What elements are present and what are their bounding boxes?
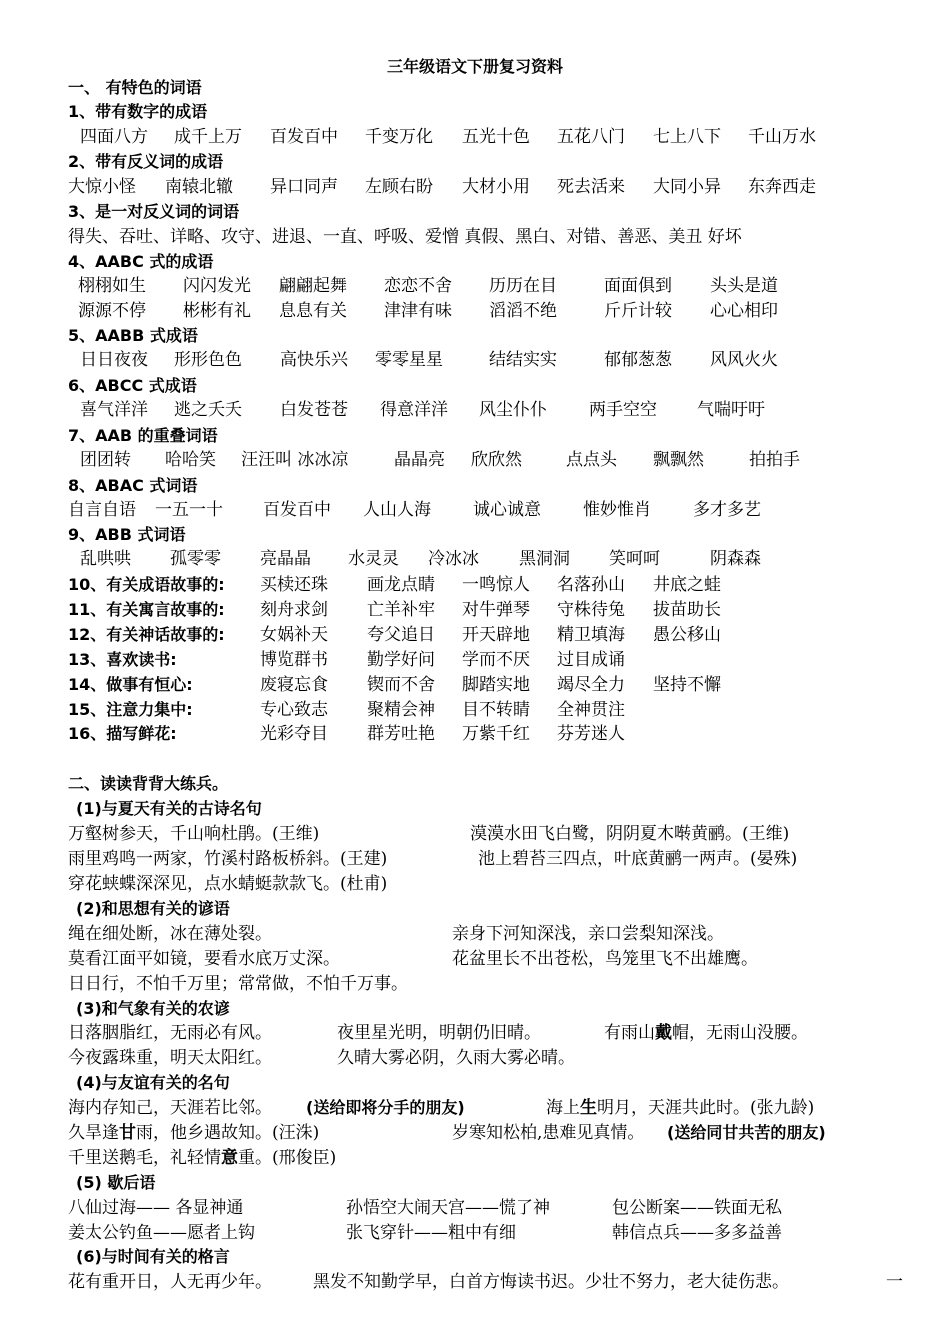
labeled-row	[68, 573, 910, 597]
text-segment: 八仙过海—— 各显神通	[68, 1198, 244, 1218]
word: 百发百中	[270, 127, 338, 147]
subheading-text: (5) 歇后语	[76, 1173, 156, 1192]
word: 喜气洋洋	[80, 400, 148, 420]
word: 人山人海	[363, 500, 431, 520]
word: 多才多艺	[693, 500, 761, 520]
word: 南辕北辙	[165, 177, 233, 197]
row-label: 10、有关成语故事的:	[68, 575, 225, 594]
text-segment: 穿花蛱蝶深深见，点水蜻蜓款款飞。(杜甫)	[68, 874, 388, 894]
subheading-text: (4)与友谊有关的名句	[76, 1073, 230, 1092]
word: 汪汪叫 冰冰凉	[241, 450, 349, 470]
group-heading	[68, 474, 910, 498]
word: 夸父追日	[367, 625, 435, 645]
verse-row	[68, 872, 910, 896]
text-segment: 明月，天涯共此时。(张九龄)	[597, 1098, 815, 1118]
word: 冷冰冰	[428, 549, 479, 569]
labeled-row	[68, 623, 910, 647]
word: 四面八方	[80, 127, 148, 147]
subheading	[68, 1071, 910, 1095]
word: 笑呵呵	[609, 549, 660, 569]
word: 成千上万	[174, 127, 242, 147]
group-heading	[68, 250, 910, 274]
group-heading-text: 3、是一对反义词的词语	[68, 202, 240, 221]
word-row	[68, 299, 910, 323]
labeled-row	[68, 698, 910, 722]
word: 气喘吁吁	[697, 400, 765, 420]
subheading-text: (6)与时间有关的格言	[76, 1247, 230, 1266]
verse-row	[68, 947, 910, 971]
subheading	[68, 1171, 910, 1195]
text-run	[546, 1096, 814, 1120]
text-segment: 孙悟空大闹天宫——慌了神	[346, 1198, 550, 1218]
text-run	[68, 1121, 319, 1145]
word: 拍拍手	[749, 450, 800, 470]
word: 学而不厌	[462, 650, 530, 670]
word-row	[68, 547, 910, 571]
verse-row	[68, 1146, 910, 1170]
word: 废寝忘食	[260, 675, 328, 695]
document-title: 三年级语文下册复习资料	[386, 57, 563, 76]
word: 翩翩起舞	[279, 276, 347, 296]
word: 面面俱到	[604, 276, 672, 296]
text-segment: 夜里星光明，明朝仍旧晴。	[337, 1023, 541, 1043]
subheading-text: (1)与夏天有关的古诗名句	[76, 799, 262, 818]
group-heading	[68, 100, 910, 124]
word: 左顾右盼	[365, 177, 433, 197]
word: 滔滔不绝	[489, 301, 557, 321]
note: (送给即将分手的朋友)	[306, 1098, 465, 1117]
word: 买椟还珠	[260, 575, 328, 595]
subheading	[68, 1245, 910, 1269]
word-row	[68, 398, 910, 422]
word: 欣欣然	[471, 450, 522, 470]
word: 孤零零	[170, 549, 221, 569]
word: 一鸣惊人	[462, 575, 530, 595]
text-segment: 池上碧苔三四点，叶底黄鹂一两声。(晏殊)	[478, 849, 798, 869]
text-run	[604, 1021, 808, 1045]
group-heading-text: 7、AAB 的重叠词语	[68, 426, 218, 445]
word: 水灵灵	[348, 549, 399, 569]
word: 闪闪发光	[183, 276, 251, 296]
verse-row	[68, 1196, 910, 1220]
row-label: 16、描写鲜花:	[68, 724, 177, 743]
group-heading	[68, 424, 910, 448]
word: 逃之夭夭	[174, 400, 242, 420]
word: 芬芳迷人	[557, 724, 625, 744]
text-segment: 帽，无雨山没腰。	[672, 1023, 808, 1043]
text-segment: 莫看江面平如镜，要看水底万丈深。	[68, 949, 340, 969]
word: 坚持不懈	[653, 675, 721, 695]
word: 阴森森	[710, 549, 761, 569]
text-segment: 今夜露珠重，明天太阳红。	[68, 1048, 272, 1068]
word-row	[68, 125, 910, 149]
subheading	[68, 997, 910, 1021]
word: 亡羊补牢	[367, 600, 435, 620]
word: 目不转睛	[462, 700, 530, 720]
word: 百发百中	[263, 500, 331, 520]
word: 千山万水	[748, 127, 816, 147]
emphasis-text: 意	[221, 1148, 238, 1168]
verse-row	[68, 822, 910, 846]
word: 心心相印	[710, 301, 778, 321]
word: 津津有味	[384, 301, 452, 321]
word: 守株待兔	[557, 600, 625, 620]
text-segment: 日落胭脂红，无雨必有风。	[68, 1023, 272, 1043]
word: 自言自语	[68, 500, 136, 520]
word: 死去活来	[557, 177, 625, 197]
emphasis-text: 生	[580, 1098, 597, 1118]
emphasis-text: 戴	[655, 1023, 672, 1043]
word: 万紫千红	[462, 724, 530, 744]
word: 精卫填海	[557, 625, 625, 645]
text-segment: 漠漠水田飞白鹭，阴阴夏木啭黄鹂。(王维)	[470, 824, 790, 844]
word: 七上八下	[653, 127, 721, 147]
text-segment: 重。(邢俊臣)	[238, 1148, 337, 1168]
word: 惟妙惟肖	[583, 500, 651, 520]
verse-row	[68, 1221, 910, 1245]
word-row	[68, 498, 910, 522]
verse-row	[68, 922, 910, 946]
emphasis-text: 甘	[119, 1123, 136, 1143]
text-segment: 姜太公钓鱼——愿者上钩	[68, 1223, 255, 1243]
word: 大惊小怪	[68, 177, 136, 197]
text-segment: 日日行，不怕千万里；常常做，不怕千万事。	[68, 974, 408, 994]
group-heading-text: 6、ABCC 式成语	[68, 376, 197, 395]
word: 诚心诚意	[473, 500, 541, 520]
word: 拔苗助长	[653, 600, 721, 620]
subheading-text: (2)和思想有关的谚语	[76, 899, 230, 918]
group-heading-text: 8、ABAC 式词语	[68, 476, 198, 495]
word: 零零星星	[375, 350, 443, 370]
text-segment: 亲身下河知深浅，亲口尝梨知深浅。	[452, 924, 724, 944]
word: 千变万化	[365, 127, 433, 147]
word: 大材小用	[462, 177, 530, 197]
subheading-text: (3)和气象有关的农谚	[76, 999, 230, 1018]
word: 专心致志	[260, 700, 328, 720]
word: 高快乐兴	[280, 350, 348, 370]
word: 一五一十	[155, 500, 223, 520]
word: 栩栩如生	[78, 276, 146, 296]
word: 对牛弹琴	[462, 600, 530, 620]
text-segment: 久晴大雾必阴，久雨大雾必晴。	[337, 1048, 575, 1068]
text-segment: 有雨山	[604, 1023, 655, 1043]
text-segment: 黑发不知勤学早，白首方悔读书迟。少壮不努力，老大徒伤悲。	[313, 1272, 789, 1292]
word-row	[68, 225, 910, 249]
row-label: 14、做事有恒心:	[68, 675, 193, 694]
text-segment: 久旱逢	[68, 1123, 119, 1143]
text-segment: 一	[886, 1272, 903, 1292]
text-segment: 包公断案——铁面无私	[612, 1198, 782, 1218]
word: 日日夜夜	[80, 350, 148, 370]
word: 斤斤计较	[604, 301, 672, 321]
verse-row	[68, 1270, 910, 1294]
labeled-row	[68, 722, 910, 746]
section-1-heading: 一、 有特色的词语	[68, 78, 202, 97]
text-segment: 万壑树参天，千山响杜鹃。(王维)	[68, 824, 320, 844]
text-segment: 雨里鸡鸣一两家，竹溪村路板桥斜。(王建)	[68, 849, 388, 869]
group-heading-text: 4、AABC 式的成语	[68, 252, 214, 271]
verse-row	[68, 847, 910, 871]
word: 聚精会神	[367, 700, 435, 720]
text-segment: 韩信点兵——多多益善	[612, 1223, 782, 1243]
group-heading-text: 1、带有数字的成语	[68, 102, 208, 121]
word: 风风火火	[710, 350, 778, 370]
text-segment: 绳在细处断，冰在薄处裂。	[68, 924, 272, 944]
word: 锲而不舍	[367, 675, 435, 695]
word: 恋恋不舍	[384, 276, 452, 296]
note: (送给同甘共苦的朋友)	[667, 1123, 826, 1142]
section-2-heading: 二、读读背背大练兵。	[68, 774, 229, 793]
word: 黑洞洞	[519, 549, 570, 569]
word: 飘飘然	[653, 450, 704, 470]
text-segment: 海内存知己，天涯若比邻。	[68, 1098, 272, 1118]
text-segment: 张飞穿针——粗中有细	[346, 1223, 516, 1243]
word: 白发苍苍	[280, 400, 348, 420]
word: 哈哈笑	[165, 450, 216, 470]
word: 息息有关	[279, 301, 347, 321]
section-heading	[68, 76, 910, 100]
verse-row	[68, 1121, 910, 1145]
word-row	[68, 175, 910, 199]
text-segment: 海上	[546, 1098, 580, 1118]
subheading	[68, 897, 910, 921]
word: 团团转	[80, 450, 131, 470]
word: 大同小异	[653, 177, 721, 197]
word: 晶晶亮	[394, 450, 445, 470]
row-label: 15、注意力集中:	[68, 700, 193, 719]
verse-row	[68, 1021, 910, 1045]
word-row	[68, 274, 910, 298]
group-heading	[68, 523, 910, 547]
subheading	[68, 797, 910, 821]
word: 全神贯注	[557, 700, 625, 720]
word: 历历在目	[489, 276, 557, 296]
text-segment: 花有重开日，人无再少年。	[68, 1272, 272, 1292]
word: 亮晶晶	[260, 549, 311, 569]
word-row	[68, 348, 910, 372]
word: 两手空空	[589, 400, 657, 420]
word: 博览群书	[260, 650, 328, 670]
word: 群芳吐艳	[367, 724, 435, 744]
group-heading-text: 2、带有反义词的成语	[68, 152, 224, 171]
text-segment: 千里送鹅毛，礼轻情	[68, 1148, 221, 1168]
word: 异口同声	[270, 177, 338, 197]
labeled-row	[68, 648, 910, 672]
word: 源源不停	[78, 301, 146, 321]
word: 东奔西走	[748, 177, 816, 197]
word: 五光十色	[462, 127, 530, 147]
word: 过目成诵	[557, 650, 625, 670]
group-heading	[68, 324, 910, 348]
text-run	[68, 1146, 336, 1170]
word: 开天辟地	[462, 625, 530, 645]
word: 脚踏实地	[462, 675, 530, 695]
text-segment: 岁寒知松柏,患难见真情。	[452, 1123, 645, 1143]
word: 郁郁葱葱	[604, 350, 672, 370]
text-segment: 花盆里长不出苍松，鸟笼里飞不出雄鹰。	[452, 949, 758, 969]
labeled-row	[68, 673, 910, 697]
word: 得意洋洋	[380, 400, 448, 420]
word: 愚公移山	[653, 625, 721, 645]
verse-row	[68, 1046, 910, 1070]
word: 光彩夺目	[260, 724, 328, 744]
word: 竭尽全力	[557, 675, 625, 695]
group-heading	[68, 374, 910, 398]
text-segment: 雨，他乡遇故知。(汪洙)	[136, 1123, 320, 1143]
row-label: 12、有关神话故事的:	[68, 625, 225, 644]
word: 井底之蛙	[653, 575, 721, 595]
labeled-row	[68, 598, 910, 622]
word: 形形色色	[174, 350, 242, 370]
word: 点点头	[566, 450, 617, 470]
word: 头头是道	[710, 276, 778, 296]
verse-row	[68, 972, 910, 996]
word: 乱哄哄	[80, 549, 131, 569]
word: 刻舟求剑	[260, 600, 328, 620]
word: 女娲补天	[260, 625, 328, 645]
word: 结结实实	[489, 350, 557, 370]
group-heading-text: 9、ABB 式词语	[68, 525, 186, 544]
verse-row	[68, 1096, 910, 1120]
row-label: 13、喜欢读书:	[68, 650, 177, 669]
word: 名落孙山	[557, 575, 625, 595]
word: 画龙点睛	[367, 575, 435, 595]
word: 得失、吞吐、详略、攻守、进退、一直、呼吸、爱憎 真假、黑白、对错、善恶、美丑 好坏	[68, 227, 742, 247]
group-heading-text: 5、AABB 式成语	[68, 326, 198, 345]
word: 勤学好问	[367, 650, 435, 670]
section-heading	[68, 772, 910, 796]
word: 彬彬有礼	[183, 301, 251, 321]
word: 五花八门	[557, 127, 625, 147]
row-label: 11、有关寓言故事的:	[68, 600, 225, 619]
word: 风尘仆仆	[479, 400, 547, 420]
word-row	[68, 448, 910, 472]
group-heading	[68, 200, 910, 224]
group-heading	[68, 150, 910, 174]
